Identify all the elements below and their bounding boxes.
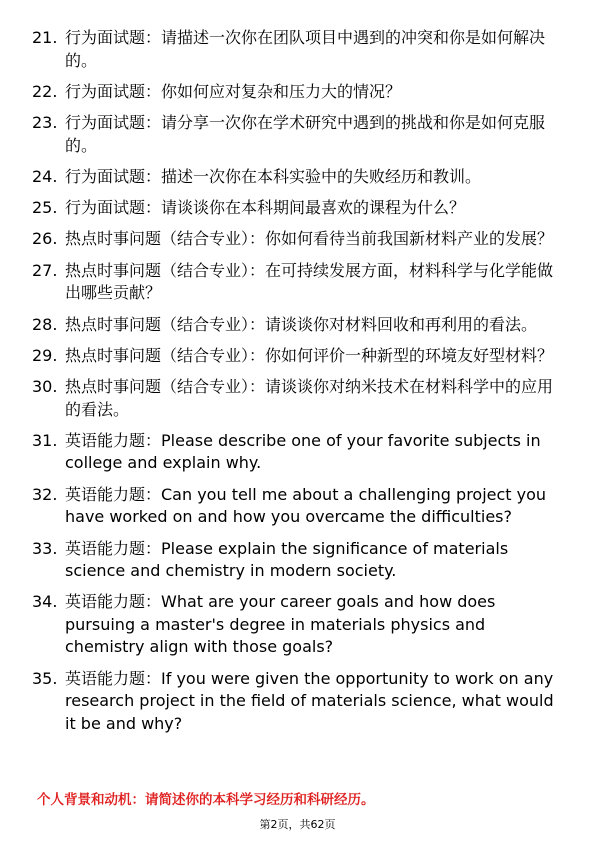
question-item — [32, 345, 567, 368]
question-text: 英语能力题：If you were given the opportunity to work on any research project in the field of materials science, what would it be and why? — [65, 668, 554, 733]
question-text: 热点时事问题（结合专业）：你如何看待当前我国新材料产业的发展？ — [65, 229, 554, 249]
question-text: 英语能力题：Please explain the significance of materials science and chemistry in modern society. — [65, 538, 509, 581]
question-text: 英语能力题：Please describe one of your favorite subjects in college and explain why. — [65, 430, 541, 473]
question-text: 热点时事问题（结合专业）：请谈谈你对材料回收和再利用的看法。 — [65, 314, 538, 334]
question-item — [32, 81, 567, 104]
question-number: 23. — [32, 113, 58, 133]
question-text: 热点时事问题（结合专业）：请谈谈你对纳米技术在材料科学中的应用的看法。 — [65, 377, 554, 419]
question-text: 热点时事问题（结合专业）：在可持续发展方面，材料科学与化学能做出哪些贡献？ — [65, 260, 554, 303]
question-number: 35. — [32, 668, 58, 688]
question-item — [32, 591, 567, 659]
question-text: 热点时事问题（结合专业）：你如何评价一种新型的环境友好型材料？ — [65, 345, 554, 365]
question-number: 32. — [32, 484, 58, 504]
question-item — [32, 197, 567, 220]
page-counter: 第2页，共62页 — [259, 818, 336, 831]
footer-note: 个人背景和动机：请简述你的本科学习经历和科研经历。 — [37, 792, 375, 808]
question-number: 34. — [32, 592, 58, 612]
question-item — [32, 27, 567, 72]
question-text: 行为面试题：请谈谈你在本科期间最喜欢的课程为什么？ — [65, 198, 466, 218]
question-number: 28. — [32, 314, 58, 334]
question-item — [32, 112, 567, 157]
question-item — [32, 314, 567, 337]
question-item — [32, 166, 567, 189]
question-number: 33. — [32, 538, 58, 558]
question-text: 行为面试题：你如何应对复杂和压力大的情况？ — [65, 81, 402, 101]
question-text: 英语能力题：Can you tell me about a challenging project you have worked on and how you overcame the difficulties? — [65, 484, 547, 527]
question-number: 21. — [32, 28, 58, 47]
question-item — [32, 260, 567, 305]
question-list — [32, 27, 567, 744]
question-number: 29. — [32, 345, 58, 365]
question-number: 22. — [32, 81, 58, 101]
question-number: 31. — [32, 430, 58, 450]
question-text: 行为面试题：请描述一次你在团队项目中遇到的冲突和你是如何解决的。 — [65, 28, 546, 70]
question-number: 25. — [32, 198, 58, 218]
question-number: 24. — [32, 166, 58, 186]
question-number: 26. — [32, 229, 58, 249]
question-item — [32, 376, 567, 421]
question-text: 行为面试题：描述一次你在本科实验中的失败经历和教训。 — [65, 166, 482, 186]
question-number: 30. — [32, 377, 58, 397]
question-item — [32, 228, 567, 251]
question-item — [32, 668, 567, 736]
question-item — [32, 484, 567, 529]
question-number: 27. — [32, 260, 58, 280]
question-text: 行为面试题：请分享一次你在学术研究中遇到的挑战和你是如何克服的。 — [65, 113, 546, 155]
question-item — [32, 430, 567, 475]
question-item — [32, 538, 567, 583]
question-text: 英语能力题：What are your career goals and how does pursuing a master's degree in materials physics and chemistry align with those goals? — [65, 592, 496, 657]
